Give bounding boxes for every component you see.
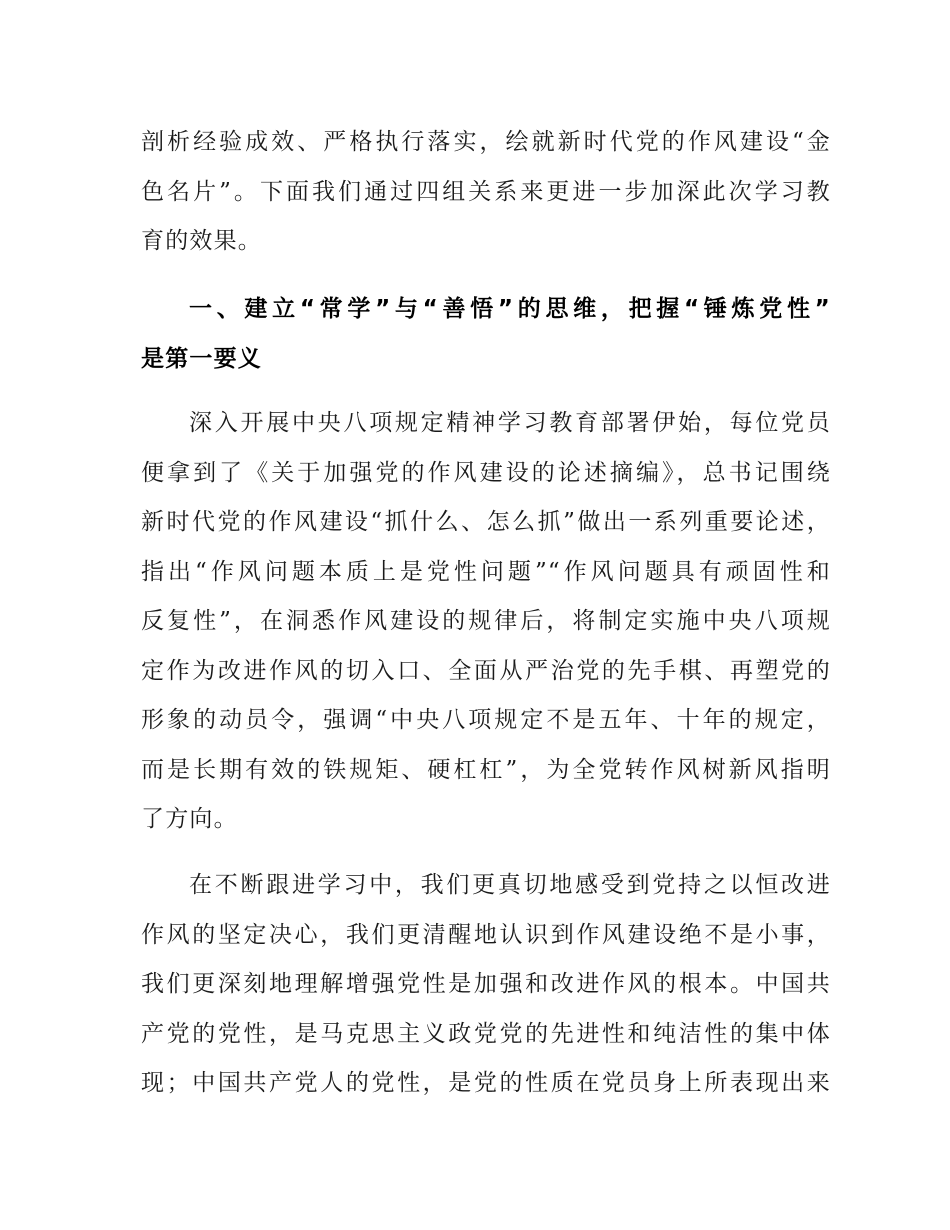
- paragraph-2: [141, 861, 831, 1109]
- paragraph-line: 形象的动员令，强调“中央八项规定不是五年、十年的规定，: [141, 707, 831, 733]
- heading-line: 一、建立“常学”与“善悟”的思维，把握“锤炼党性”: [189, 296, 831, 322]
- paragraph-line: 作风的坚定决心，我们更清醒地认识到作风建设绝不是小事，: [141, 921, 831, 948]
- section-heading: [141, 285, 831, 384]
- paragraph-line: 在不断跟进学习中，我们更真切地感受到党持之以恒改进: [189, 872, 831, 898]
- paragraph-line: 新时代党的作风建设“抓什么、怎么抓”做出一系列重要论述，: [141, 509, 831, 535]
- paragraph-line: 现；中国共产党人的党性，是党的性质在党员身上所表现出来: [141, 1070, 831, 1096]
- paragraph-line: 我们更深刻地理解增强党性是加强和改进作风的根本。中国共: [141, 971, 831, 997]
- paragraph-line: 便拿到了《关于加强党的作风建设的论述摘编》，总书记围绕: [141, 459, 831, 486]
- heading-line: 是第一要义: [141, 345, 262, 372]
- paragraph-line: 深入开展中央八项规定精神学习教育部署伊始，每位党员: [189, 410, 831, 436]
- paragraph-1: [141, 399, 831, 845]
- paragraph-line: 指出“作风问题本质上是党性问题”“作风问题具有顽固性和: [141, 558, 831, 585]
- paragraph-line: 而是长期有效的铁规矩、硬杠杠”，为全党转作风树新风指明: [141, 756, 831, 783]
- paragraph-line: 反复性”，在洞悉作风建设的规律后，将制定实施中央八项规: [141, 608, 831, 634]
- paragraph-line: 剖析经验成效、严格执行落实，绘就新时代党的作风建设“金: [141, 129, 831, 155]
- paragraph-line: 色名片”。下面我们通过四组关系来更进一步加深此次学习教: [141, 178, 831, 205]
- paragraph-line: 了方向。: [141, 806, 238, 832]
- paragraph-line: 定作为改进作风的切入口、全面从严治党的先手棋、再塑党的: [141, 657, 831, 684]
- continuation-paragraph: [141, 118, 831, 267]
- paragraph-line: 产党的党性，是马克思主义政党党的先进性和纯洁性的集中体: [141, 1020, 831, 1047]
- paragraph-line: 育的效果。: [141, 228, 262, 254]
